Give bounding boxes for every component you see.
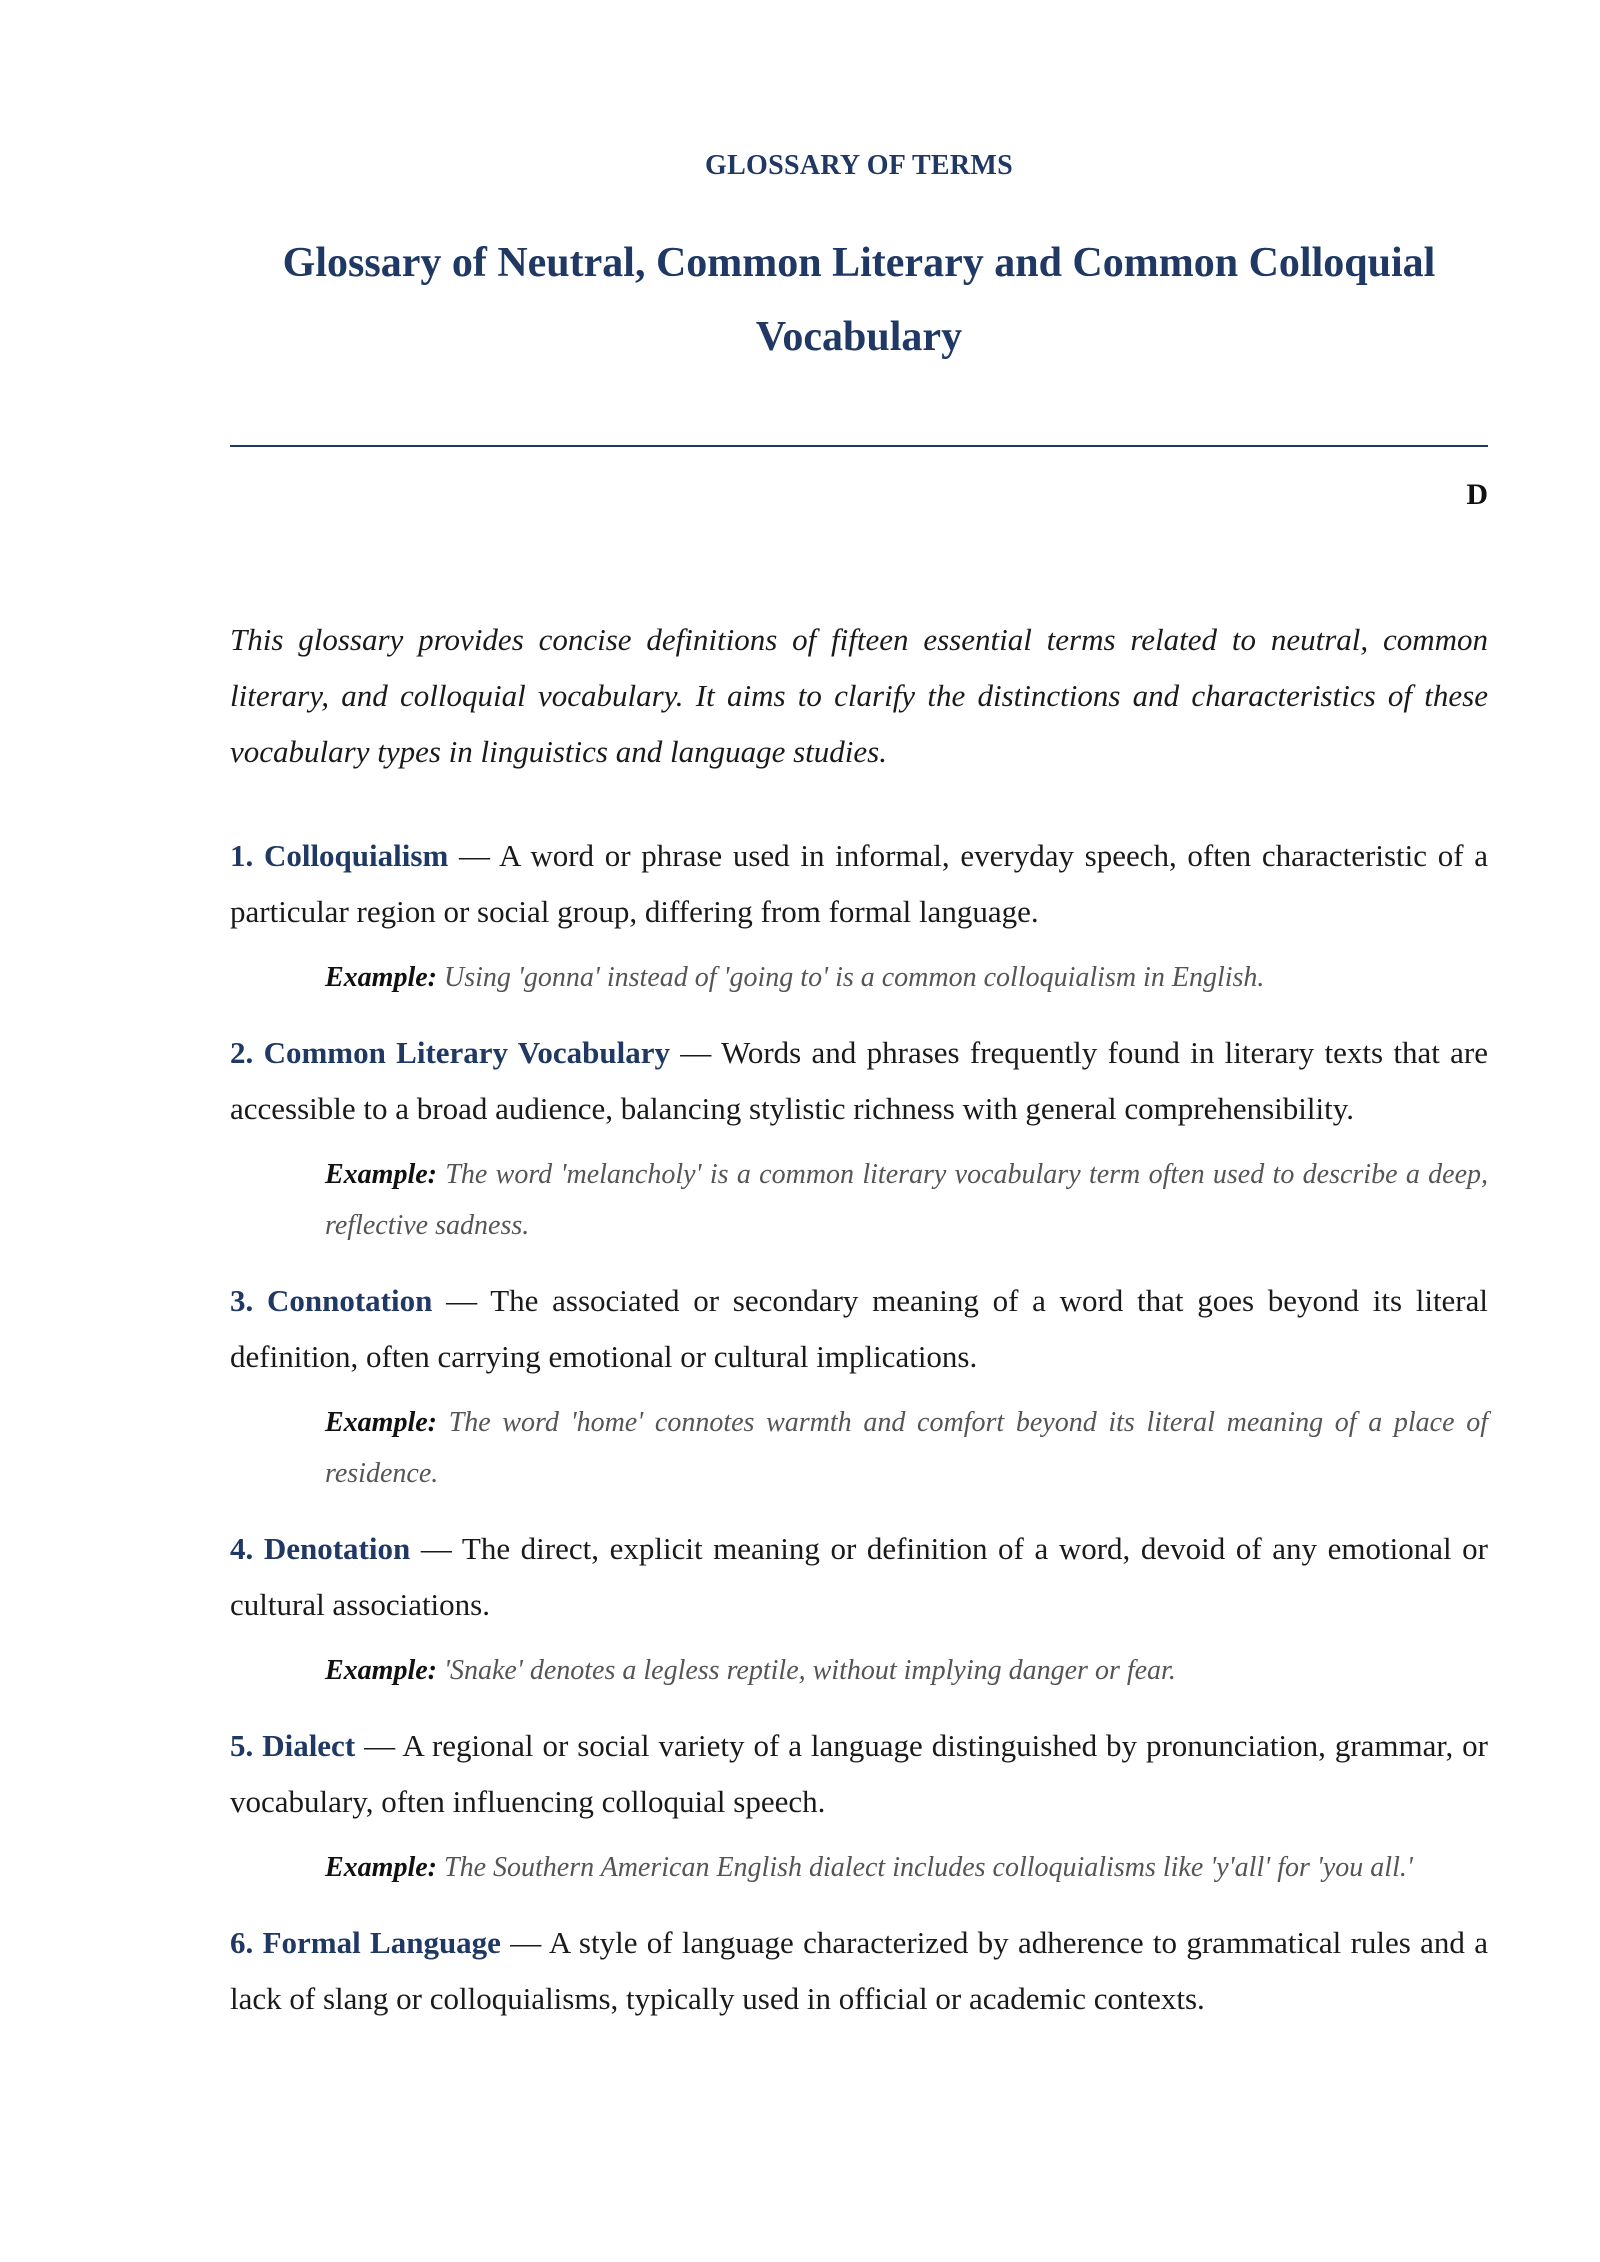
entry-definition [230, 828, 1488, 940]
glossary-entry [230, 1718, 1488, 1893]
example-text: 'Snake' denotes a legless reptile, without implying danger or fear. [444, 1655, 1176, 1686]
page-title: Glossary of Neutral, Common Literary and Common Colloquial Vocabulary [282, 240, 1436, 360]
example-text: The word 'home' connotes warmth and comfort beyond its literal meaning of a place of residence. [325, 1407, 1488, 1489]
section-letter: D [1466, 478, 1488, 511]
example-label: Example: [325, 1655, 437, 1686]
glossary-entry [230, 1273, 1488, 1499]
entry-definition-text: A regional or social variety of a language distinguished by pronunciation, grammar, or vocabulary, often influencing colloquial speech. [230, 1728, 1488, 1819]
entry-dash: — [364, 1728, 396, 1763]
glossary-entry [230, 1025, 1488, 1251]
entry-definition-text: A style of language characterized by adherence to grammatical rules and a lack of slang or colloquialisms, typically used in official or academic contexts. [230, 1925, 1489, 2016]
entry-term: 2. Common Literary Vocabulary [230, 1035, 670, 1070]
entry-definition [230, 1025, 1488, 1137]
glossary-entry [230, 1521, 1488, 1696]
entry-term: 3. Connotation [230, 1283, 433, 1318]
glossary-entry [230, 828, 1488, 1003]
entry-example [325, 1842, 1488, 1893]
entry-example [325, 1397, 1488, 1499]
glossary-entry [230, 1915, 1488, 2027]
entry-dash: — [458, 838, 490, 873]
entry-term: 1. Colloquialism [230, 838, 449, 873]
example-label: Example: [325, 1407, 437, 1438]
glossary-list [230, 828, 1488, 2027]
entry-dash: — [420, 1531, 452, 1566]
entry-definition-text: The direct, explicit meaning or definition of a word, devoid of any emotional or cultural associations. [230, 1531, 1489, 1622]
section-kicker: GLOSSARY OF TERMS [704, 150, 1014, 181]
entry-definition [230, 1521, 1488, 1633]
example-text: The word 'melancholy' is a common literary vocabulary term often used to describe a deep, reflective sadness. [325, 1159, 1489, 1241]
entry-dash: — [680, 1035, 712, 1070]
entry-term: 6. Formal Language [230, 1925, 501, 1960]
entry-example [325, 1645, 1488, 1696]
entry-definition [230, 1273, 1488, 1385]
entry-term: 5. Dialect [230, 1728, 356, 1763]
example-label: Example: [325, 1159, 437, 1190]
entry-definition [230, 1718, 1488, 1830]
intro-paragraph: This glossary provides concise definitions of fifteen essential terms related to neutral, common literary, and colloquial vocabulary. It aims to clarify the distinctions and characteristics of these vocabulary types in linguistics and language studies. [230, 622, 1488, 769]
example-label: Example: [325, 1852, 437, 1883]
entry-definition [230, 1915, 1488, 2027]
example-text: Using 'gonna' instead of 'going to' is a common colloquialism in English. [444, 962, 1265, 993]
entry-term: 4. Denotation [230, 1531, 411, 1566]
title-divider [230, 445, 1488, 447]
entry-dash: — [510, 1925, 542, 1960]
example-text: The Southern American English dialect includes colloquialisms like 'y'all' for 'you all.' [444, 1852, 1413, 1883]
entry-definition-text: The associated or secondary meaning of a word that goes beyond its literal definition, often carrying emotional or cultural implications. [230, 1283, 1489, 1374]
example-label: Example: [325, 962, 437, 993]
entry-definition-text: A word or phrase used in informal, everyday speech, often characteristic of a particular region or social group, differing from formal language. [230, 838, 1488, 929]
entry-example [325, 952, 1488, 1003]
entry-dash: — [446, 1283, 478, 1318]
entry-definition-text: Words and phrases frequently found in literary texts that are accessible to a broad audience, balancing stylistic richness with general comprehensibility. [230, 1035, 1489, 1126]
entry-example [325, 1149, 1488, 1251]
